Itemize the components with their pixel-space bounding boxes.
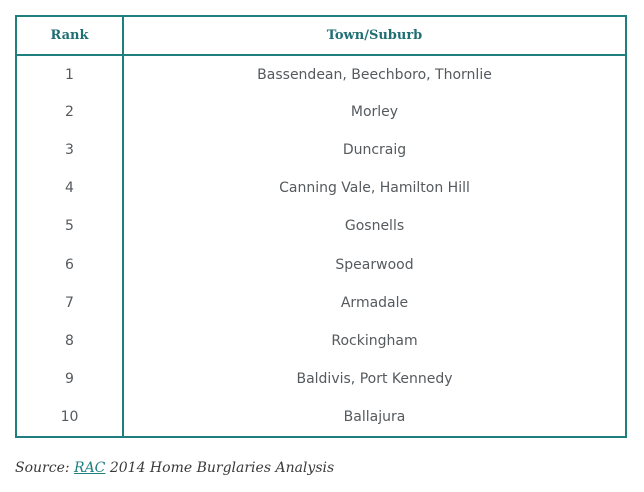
town-cell: Baldivis, Port Kennedy (296, 370, 453, 387)
rank-cell: 4 (17, 169, 123, 207)
table-row (17, 284, 625, 322)
town-cell: Ballajura (343, 408, 406, 425)
rank-column-header: Rank (17, 17, 123, 55)
town-cell: Canning Vale, Hamilton Hill (279, 180, 470, 197)
rank-cell: 10 (17, 398, 123, 436)
town-cell: Morley (350, 104, 399, 121)
town-cell: Armadale (340, 294, 409, 311)
table-row (17, 245, 625, 283)
rank-cell: 9 (17, 360, 123, 398)
town-cell: Bassendean, Beechboro, Thornlie (257, 66, 492, 83)
source-caption (15, 460, 334, 476)
table-header-row (17, 17, 625, 55)
town-cell: Gosnells (344, 218, 405, 235)
table-row (17, 398, 625, 436)
rank-cell: 7 (17, 284, 123, 322)
burglary-ranking-table-container (15, 15, 627, 438)
town-cell: Rockingham (331, 332, 418, 349)
source-suffix: 2014 Home Burglaries Analysis (105, 460, 335, 476)
table-row (17, 131, 625, 169)
rank-cell: 5 (17, 207, 123, 245)
town-cell: Duncraig (342, 142, 407, 159)
table-row (17, 322, 625, 360)
rank-cell: 3 (17, 131, 123, 169)
rank-cell: 1 (17, 55, 123, 93)
rank-cell: 2 (17, 93, 123, 131)
rank-cell: 6 (17, 245, 123, 283)
rac-source-link[interactable]: RAC (74, 460, 106, 476)
table-row (17, 93, 625, 131)
town-cell: Spearwood (335, 256, 414, 273)
burglary-ranking-table (17, 17, 625, 436)
table-row (17, 360, 625, 398)
town-column-header: Town/Suburb (123, 17, 625, 55)
rank-cell: 8 (17, 322, 123, 360)
table-row (17, 207, 625, 245)
table-row (17, 169, 625, 207)
source-prefix: Source: (15, 460, 75, 476)
table-row (17, 55, 625, 93)
